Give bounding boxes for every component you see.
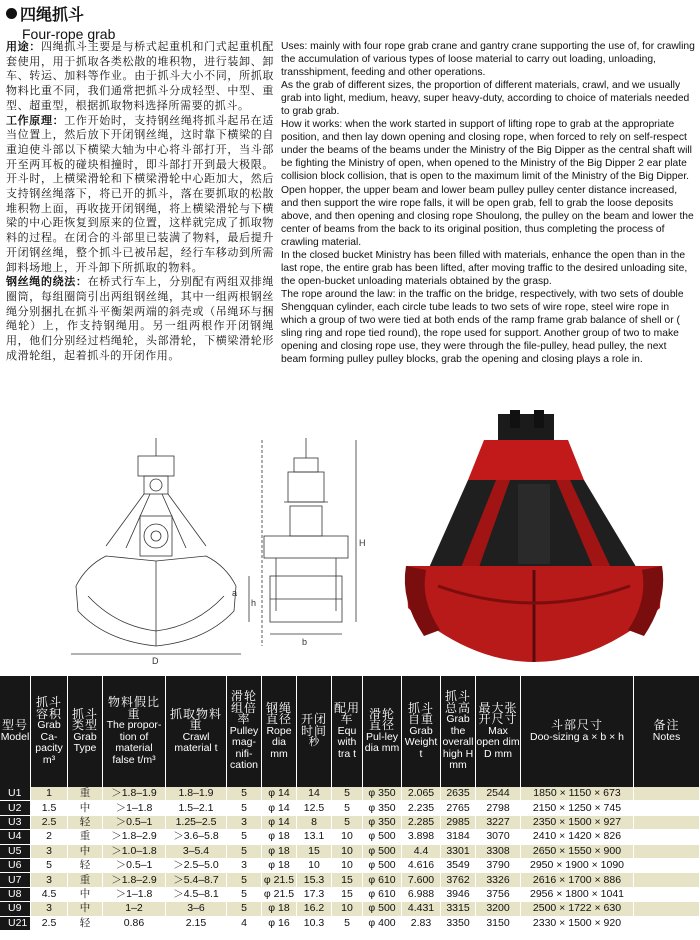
table-body xyxy=(0,787,700,930)
col-header: 抓斗容积 Grab Ca-pacity m³ xyxy=(31,676,68,787)
table-cell: 1850 × 1150 × 673 xyxy=(521,787,634,801)
col-header: 斗部尺寸 Doo-sizing a × b × h xyxy=(521,676,634,787)
table-cell: 15.3 xyxy=(297,873,332,887)
dim-label-H: H xyxy=(359,538,366,548)
table-cell: 5 xyxy=(332,916,363,930)
front-view xyxy=(71,438,262,666)
table-cell: 3790 xyxy=(476,858,521,872)
table-cell: φ 350 xyxy=(363,787,402,801)
table-cell: 4.4 xyxy=(402,844,441,858)
table-cell xyxy=(634,815,700,829)
table-cell: φ 14 xyxy=(262,787,297,801)
table-cell: ＞0.5–1 xyxy=(103,858,166,872)
model-cell: U8 xyxy=(0,887,31,901)
col-header: 抓斗自重 Grab Weight t xyxy=(402,676,441,787)
model-cell: U5 xyxy=(0,844,31,858)
table-cell: 2.285 xyxy=(402,815,441,829)
table-cell: 2500 × 1722 × 630 xyxy=(521,902,634,916)
table-cell: 15 xyxy=(297,844,332,858)
table-cell: 14 xyxy=(297,787,332,801)
table-cell xyxy=(634,858,700,872)
table-cell: 2150 × 1250 × 745 xyxy=(521,801,634,815)
english-description xyxy=(281,40,695,366)
table-cell: 中 xyxy=(68,902,103,916)
table-cell: φ 14 xyxy=(262,815,297,829)
table-cell: 1.5 xyxy=(31,801,68,815)
table-cell: 10.3 xyxy=(297,916,332,930)
col-header: 配用车 Equ with tra t xyxy=(332,676,363,787)
table-cell: 2544 xyxy=(476,787,521,801)
table-cell: 3315 xyxy=(441,902,476,916)
table-cell: 1 xyxy=(31,787,68,801)
table-cell: ＞0.5–1 xyxy=(103,815,166,829)
table-cell: φ 18 xyxy=(262,902,297,916)
table-cell: 轻 xyxy=(68,916,103,930)
table-cell: 4.616 xyxy=(402,858,441,872)
table-row xyxy=(0,787,700,801)
col-header: 抓取物料重 Crawl material t xyxy=(166,676,227,787)
table-cell: ＞4.5–8.1 xyxy=(166,887,227,901)
table-cell: φ 610 xyxy=(363,887,402,901)
chinese-description xyxy=(6,40,274,363)
table-cell: 3946 xyxy=(441,887,476,901)
table-cell: 10 xyxy=(332,858,363,872)
table-cell: φ 610 xyxy=(363,873,402,887)
table-cell: 3326 xyxy=(476,873,521,887)
table-cell: 5 xyxy=(31,858,68,872)
table-cell: φ 400 xyxy=(363,916,402,930)
rope-label: 钢丝绳的绕法： xyxy=(6,276,88,289)
table-cell: 2956 × 1800 × 1041 xyxy=(521,887,634,901)
table-cell: 5 xyxy=(227,830,262,844)
en-paragraph: Uses: mainly with four rope grab crane and gantry crane supporting the use of, for crawling the accumulation of various types of loose material to carry out loading, unloading, transshipment, feeding and other operations. xyxy=(281,41,695,79)
table-cell: 3 xyxy=(31,844,68,858)
grab-photo xyxy=(398,410,670,665)
table-cell: φ 18 xyxy=(262,830,297,844)
table-cell: 5 xyxy=(227,873,262,887)
table-cell: 中 xyxy=(68,844,103,858)
en-paragraph: As the grab of different sizes, the proportion of different materials, crawl, and we usually grab into light, medium, heavy, super heavy-duty, according to choice of materials needed to grab grab. xyxy=(281,80,690,118)
table-cell: 3762 xyxy=(441,873,476,887)
dim-label-b: b xyxy=(302,637,308,647)
table-cell xyxy=(634,787,700,801)
table-cell: 4.431 xyxy=(402,902,441,916)
table-cell: 2.065 xyxy=(402,787,441,801)
table-cell: 2650 × 1550 × 900 xyxy=(521,844,634,858)
table-cell: 1.25–2.5 xyxy=(166,815,227,829)
table-row xyxy=(0,902,700,916)
table-cell: 5 xyxy=(227,887,262,901)
table-cell: 2.5 xyxy=(31,916,68,930)
bullet-icon xyxy=(6,8,17,19)
table-cell: 2.235 xyxy=(402,801,441,815)
model-cell: U1 xyxy=(0,787,31,801)
table-cell: 16.2 xyxy=(297,902,332,916)
table-cell: φ 500 xyxy=(363,844,402,858)
table-cell xyxy=(634,916,700,930)
table-cell: 2616 × 1700 × 886 xyxy=(521,873,634,887)
rope-text: 在桥式行车上，分别配有两组双排绳圈筒，每组圈筒引出两组钢丝绳，其中一组两根钢丝绳分别捆扎在抓斗平衡架两端的斜壳或（吊绳环与捆绳轮）上，作支持钢绳用。另一组两根作开闭钢绳用，他们分别经过档绳轮，头部滑轮，下横梁滑轮形成滑轮组，起着抓斗的开闭作用。 xyxy=(6,276,274,362)
table-cell: ＞1.8–1.9 xyxy=(103,787,166,801)
table-cell: 5 xyxy=(332,787,363,801)
col-header: 型号 Model xyxy=(0,676,31,787)
table-row xyxy=(0,873,700,887)
dim-label-h: h xyxy=(251,598,257,608)
table-cell: 2.15 xyxy=(166,916,227,930)
table-cell xyxy=(634,887,700,901)
table-cell: 3350 xyxy=(441,916,476,930)
spec-table xyxy=(0,676,700,931)
table-cell: 10 xyxy=(332,830,363,844)
table-cell: 5 xyxy=(227,801,262,815)
col-header: 钢绳直径 Rope dia mm xyxy=(262,676,297,787)
table-cell: 5 xyxy=(227,787,262,801)
col-header: 抓斗类型 Grab Type xyxy=(68,676,103,787)
table-row xyxy=(0,830,700,844)
technical-drawing xyxy=(66,436,396,668)
table-cell: ＞2.5–5.0 xyxy=(166,858,227,872)
use-text: 四绳抓斗主要是与桥式起重机和门式起重机配套使用，用于抓取各类松散的堆积物，进行装卸、卸车、转运、加料等作业。由于抓斗大小不同，所抓取物料比重不同，我们通常把抓斗分成轻型、中型、重型、超重型，根据抓取物料选择所需要的抓斗。 xyxy=(6,41,274,112)
table-cell xyxy=(634,830,700,844)
table-cell: 8 xyxy=(297,815,332,829)
table-cell: φ 500 xyxy=(363,902,402,916)
table-cell: 3308 xyxy=(476,844,521,858)
table-cell: 10 xyxy=(297,858,332,872)
table-cell: 2410 × 1420 × 826 xyxy=(521,830,634,844)
col-header: 物料假比重 The propor-tion of material false t/m³ xyxy=(103,676,166,787)
table-cell: 2635 xyxy=(441,787,476,801)
table-cell: φ 18 xyxy=(262,844,297,858)
table-cell: 3549 xyxy=(441,858,476,872)
table-cell: φ 350 xyxy=(363,815,402,829)
table-cell: 17.3 xyxy=(297,887,332,901)
table-cell: 1.5–2.1 xyxy=(166,801,227,815)
table-cell xyxy=(634,902,700,916)
table-cell: 10 xyxy=(332,902,363,916)
table-cell: 2330 × 1500 × 920 xyxy=(521,916,634,930)
table-row xyxy=(0,844,700,858)
table-row xyxy=(0,916,700,930)
table-row xyxy=(0,815,700,829)
table-cell: 3184 xyxy=(441,830,476,844)
col-header: 最大张开尺寸 Max open dim D mm xyxy=(476,676,521,787)
model-cell: U6 xyxy=(0,858,31,872)
table-cell: ＞1.8–2.9 xyxy=(103,830,166,844)
table-cell: 重 xyxy=(68,787,103,801)
table-cell: ＞5.4–8.7 xyxy=(166,873,227,887)
table-cell: 重 xyxy=(68,830,103,844)
table-cell: 2765 xyxy=(441,801,476,815)
table-cell: 3 xyxy=(31,902,68,916)
col-header: 备注 Notes xyxy=(634,676,700,787)
table-cell: 5 xyxy=(332,801,363,815)
table-row xyxy=(0,887,700,901)
table-cell xyxy=(634,873,700,887)
side-view xyxy=(232,438,366,647)
table-cell: φ 350 xyxy=(363,801,402,815)
table-cell: 轻 xyxy=(68,858,103,872)
en-paragraph: In the closed bucket Ministry has been filled with materials, enhance the open than in the last rope, the entire grab has been lifted, after moving traffic to the desired unloading site, the open-bucket unloading materials obtained by the grasp. xyxy=(281,249,688,287)
table-cell: φ 500 xyxy=(363,858,402,872)
table-cell: 1.8–1.9 xyxy=(166,787,227,801)
table-cell: 3227 xyxy=(476,815,521,829)
table-cell: ＞1–1.8 xyxy=(103,887,166,901)
table-cell: 轻 xyxy=(68,815,103,829)
table-cell: 2798 xyxy=(476,801,521,815)
table-cell: 3 xyxy=(227,858,262,872)
table-cell: 3200 xyxy=(476,902,521,916)
use-label: 用途： xyxy=(6,41,41,53)
model-cell: U9 xyxy=(0,902,31,916)
col-header: 滑轮组倍率 Pulley mag-nifi-cation xyxy=(227,676,262,787)
table-cell: 3 xyxy=(227,815,262,829)
en-paragraph: The rope around the law: in the traffic on the bridge, respectively, with two sets of double Shengquan cylinder, each circle tube leads to two sets of wire rope, steel wire rope in which a group of two were tied at both ends of the ramp frame grab balance of shell or ( sling ring and rope tied round), the rope used for support. Another group of two to make opening and closing rope use, they were through the file-pulley, head pulley, the next beam forming pulley pulley blocks, grab the opening and closing plays a role in. xyxy=(281,288,684,366)
table-cell: 中 xyxy=(68,801,103,815)
table-cell: 3301 xyxy=(441,844,476,858)
col-header: 抓斗总高 Grab the overall high H mm xyxy=(441,676,476,787)
table-cell: 3.898 xyxy=(402,830,441,844)
table-cell: φ 21.5 xyxy=(262,887,297,901)
table-header-row xyxy=(0,676,700,787)
table-cell: φ 500 xyxy=(363,830,402,844)
model-cell: U21 xyxy=(0,916,31,930)
table-row xyxy=(0,858,700,872)
table-cell: 4 xyxy=(227,916,262,930)
title-en: Four-rope grab xyxy=(22,26,116,42)
table-cell: 15 xyxy=(332,873,363,887)
table-cell: 重 xyxy=(68,873,103,887)
table-cell: φ 16 xyxy=(262,916,297,930)
table-cell: ＞3.6–5.8 xyxy=(166,830,227,844)
table-cell: 4.5 xyxy=(31,887,68,901)
model-cell: U3 xyxy=(0,815,31,829)
table-cell: 1–2 xyxy=(103,902,166,916)
work-label: 工作原理： xyxy=(6,114,65,127)
dim-label-D: D xyxy=(152,656,159,666)
table-cell: 13.1 xyxy=(297,830,332,844)
table-cell: 中 xyxy=(68,887,103,901)
model-cell: U4 xyxy=(0,830,31,844)
page-header xyxy=(6,2,115,42)
table-cell: 7.600 xyxy=(402,873,441,887)
table-cell: ＞1–1.8 xyxy=(103,801,166,815)
table-cell: φ 21.5 xyxy=(262,873,297,887)
table-cell: 3070 xyxy=(476,830,521,844)
table-cell: 2.5 xyxy=(31,815,68,829)
table-cell xyxy=(634,801,700,815)
dim-label-a: a xyxy=(232,588,238,598)
table-cell: ＞1.8–2.9 xyxy=(103,873,166,887)
title-cn: 四绳抓斗 xyxy=(20,7,85,24)
table-cell: 5 xyxy=(332,815,363,829)
table-cell xyxy=(634,844,700,858)
table-cell: 10 xyxy=(332,844,363,858)
table-cell: φ 18 xyxy=(262,858,297,872)
table-cell: 5 xyxy=(227,902,262,916)
table-row xyxy=(0,801,700,815)
table-cell: ＞1.0–1.8 xyxy=(103,844,166,858)
table-cell: 3 xyxy=(31,873,68,887)
table-cell: 15 xyxy=(332,887,363,901)
table-cell: 2350 × 1500 × 927 xyxy=(521,815,634,829)
table-cell: 3756 xyxy=(476,887,521,901)
col-header: 滑轮直径 Pul-ley dia mm xyxy=(363,676,402,787)
en-paragraph: How it works: when the work started in support of lifting rope to grab at the appropriate position, and then lay down opening and closing rope, when forced to rely on self-respect under the beams of the beams under the Ministry of the Big Dipper as the central shaft will be fighting the Ministry of open, when opened to the Ministry of the Big Dipper 2 ear plate collision block collision, that is open to the maximum limit of the Ministry of the Big Dipper. Open hopper, the upper beam and lower beam pulley pulley center distance increased, and then support the wire rope falls, it will be open grab, fell to grab the loose deposits above, and then opening and closing rope Shoulong, the pulley on the beam and lower the center of beams from the back to its original position, thus completing the process of crawling material. xyxy=(281,119,694,248)
table-cell: φ 14 xyxy=(262,801,297,815)
table-cell: 0.86 xyxy=(103,916,166,930)
model-cell: U2 xyxy=(0,801,31,815)
model-cell: U7 xyxy=(0,873,31,887)
work-text: 工作开始时，支持钢丝绳将抓斗起吊在适当位置上，然后放下开闭钢丝绳，这时靠下横梁的自重迫使斗部以下横梁大轴为中心将斗部打开，当斗部开至两耳板的碰块相撞时，即斗部打开到最大极限。开斗时，上横梁滑轮和下横梁滑轮中心距加大，然后支持钢丝绳落下，将已开的抓斗，落在要抓取的松散堆积物上面，再收拢开闭钢绳，将上横梁滑轮与下横梁的中心距恢复到原来的位置，这样就完成了抓取物料的过程。在闭合的斗部里已装满了物料，最后提升开闭钢丝绳，整个抓斗已被吊起，经行车移动到所需卸料场地上，开斗卸下所抓取的物料。 xyxy=(6,114,274,274)
table-cell: 2985 xyxy=(441,815,476,829)
table-cell: 6.988 xyxy=(402,887,441,901)
table-cell: 2950 × 1900 × 1090 xyxy=(521,858,634,872)
table-cell: 3150 xyxy=(476,916,521,930)
table-cell: 5 xyxy=(227,844,262,858)
table-cell: 2 xyxy=(31,830,68,844)
table-cell: 3–6 xyxy=(166,902,227,916)
table-cell: 12.5 xyxy=(297,801,332,815)
table-cell: 2.83 xyxy=(402,916,441,930)
table-cell: 3–5.4 xyxy=(166,844,227,858)
col-header: 开闭时间 秒 xyxy=(297,676,332,787)
